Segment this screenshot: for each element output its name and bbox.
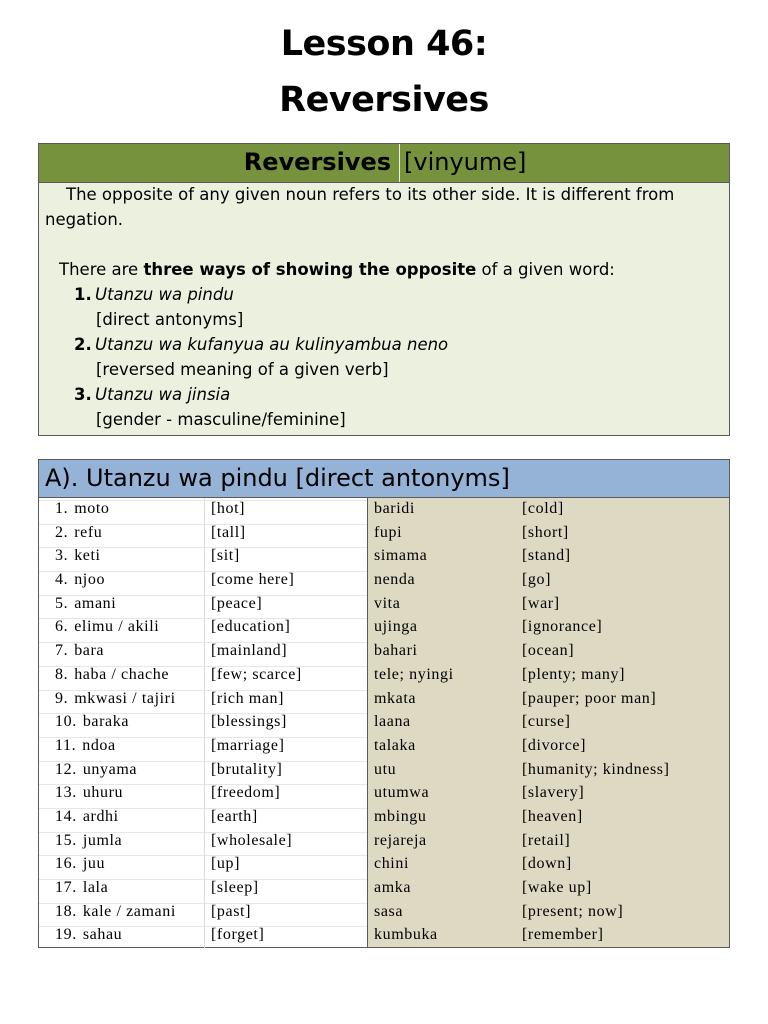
english-meaning: [past] <box>211 902 252 920</box>
header-divider <box>399 144 400 182</box>
row-number: 7. <box>55 642 69 660</box>
opposite-word: laana <box>374 713 411 731</box>
row-divider <box>39 737 367 738</box>
row-divider <box>39 595 367 596</box>
english-meaning: [sleep] <box>211 879 259 896</box>
opposite-meaning: [wake up] <box>522 879 592 896</box>
cell-divider <box>204 522 205 546</box>
english-meaning: [hot] <box>211 500 246 517</box>
opposite-word: chini <box>374 855 409 873</box>
row-number: 17. <box>55 879 77 896</box>
word-text: njoo <box>74 571 106 589</box>
word-text: elimu / akili <box>74 618 160 636</box>
word-text: haba / chache <box>74 665 170 683</box>
opposite-meaning: [stand] <box>522 547 571 565</box>
english-meaning: [peace] <box>211 594 263 612</box>
intro-header-regular: [vinyume] <box>404 148 527 176</box>
opposite-word: fupi <box>374 523 403 541</box>
english-meaning: [freedom] <box>211 784 281 802</box>
cell-divider <box>204 806 205 830</box>
cell-divider <box>204 569 205 593</box>
opposite-word: kumbuka <box>374 926 438 944</box>
swahili-word <box>55 690 176 708</box>
row-divider <box>39 784 367 785</box>
word-text: kale / zamani <box>82 902 176 920</box>
table-row <box>39 593 729 617</box>
row-number: 6. <box>55 618 69 636</box>
row-number: 2. <box>55 523 69 541</box>
opposite-word: mkata <box>374 689 417 707</box>
cell-divider <box>204 924 205 948</box>
word-text: uhuru <box>82 784 124 802</box>
opposite-word: simama <box>374 547 428 565</box>
antonyms-table-header: A). Utanzu wa pindu [direct antonyms] <box>39 460 729 498</box>
cell-divider <box>204 853 205 877</box>
swahili-word <box>55 784 123 802</box>
opposite-meaning: [present; now] <box>522 902 624 920</box>
word-text: amani <box>74 594 117 612</box>
word-text: juu <box>82 855 106 873</box>
english-meaning: [tall] <box>211 523 246 541</box>
cell-divider <box>204 616 205 640</box>
cell-divider <box>204 593 205 617</box>
intro-paragraph-line-2: negation. <box>45 210 124 229</box>
intro-box-header <box>39 144 729 183</box>
opposite-word: mbingu <box>374 807 427 825</box>
row-divider <box>39 761 367 762</box>
cell-divider <box>204 545 205 569</box>
way-gloss: [gender - masculine/feminine] <box>96 410 346 429</box>
opposite-word: tele; nyingi <box>374 665 454 683</box>
table-row <box>39 806 729 830</box>
opposite-meaning: [cold] <box>522 500 564 517</box>
opposite-word: nenda <box>374 571 416 589</box>
opposite-meaning: [pauper; poor man] <box>522 689 657 707</box>
english-meaning: [forget] <box>211 926 265 944</box>
row-number: 8. <box>55 665 69 683</box>
table-row <box>39 901 729 925</box>
swahili-word <box>55 524 102 542</box>
word-text: refu <box>74 523 103 541</box>
opposite-word: baridi <box>374 500 415 517</box>
row-number: 18. <box>55 902 77 920</box>
opposite-meaning: [remember] <box>522 926 604 944</box>
cell-divider <box>204 688 205 712</box>
row-divider <box>39 666 367 667</box>
table-row <box>39 711 729 735</box>
table-row <box>39 545 729 569</box>
table-row <box>39 664 729 688</box>
opposite-word: bahari <box>374 642 418 660</box>
row-number: 11. <box>55 736 77 754</box>
opposite-word: talaka <box>374 736 416 754</box>
row-divider <box>39 690 367 691</box>
opposite-word: amka <box>374 879 412 896</box>
english-meaning: [brutality] <box>211 760 283 778</box>
opposite-meaning: [ocean] <box>522 642 575 660</box>
row-number: 16. <box>55 855 77 873</box>
opposite-word: sasa <box>374 902 404 920</box>
row-divider <box>39 713 367 714</box>
table-row <box>39 569 729 593</box>
english-meaning: [rich man] <box>211 689 285 707</box>
opposite-word: utumwa <box>374 784 430 802</box>
swahili-word <box>55 666 169 684</box>
opposite-meaning: [war] <box>522 594 560 612</box>
row-number: 1. <box>55 500 69 517</box>
row-divider <box>39 855 367 856</box>
cell-divider <box>204 759 205 783</box>
swahili-word <box>55 832 122 850</box>
table-row <box>39 498 729 522</box>
opposite-meaning: [short] <box>522 523 569 541</box>
row-divider <box>39 500 367 501</box>
cell-divider <box>204 498 205 522</box>
opposite-meaning: [retail] <box>522 831 571 849</box>
cell-divider <box>204 877 205 901</box>
table-row <box>39 616 729 640</box>
row-number: 4. <box>55 571 69 589</box>
way-term: Utanzu wa jinsia <box>95 385 231 404</box>
row-number: 10. <box>55 713 77 731</box>
swahili-word <box>55 547 101 565</box>
row-divider <box>39 926 367 927</box>
opposite-meaning: [heaven] <box>522 807 583 825</box>
swahili-word <box>55 879 108 897</box>
ways-sentence <box>59 260 615 279</box>
row-divider <box>39 903 367 904</box>
english-meaning: [few; scarce] <box>211 665 302 683</box>
english-meaning: [mainland] <box>211 642 288 660</box>
table-row <box>39 640 729 664</box>
row-number: 13. <box>55 784 77 802</box>
row-number: 19. <box>55 926 77 944</box>
way-term: Utanzu wa pindu <box>95 285 234 304</box>
cell-divider <box>204 782 205 806</box>
word-text: baraka <box>82 713 130 731</box>
table-row <box>39 830 729 854</box>
english-meaning: [come here] <box>211 571 295 589</box>
row-divider <box>39 879 367 880</box>
cell-divider <box>204 830 205 854</box>
swahili-word <box>55 571 105 589</box>
row-divider <box>39 618 367 619</box>
row-number: 14. <box>55 807 77 825</box>
opposite-meaning: [divorce] <box>522 736 587 754</box>
swahili-word <box>55 618 159 636</box>
swahili-word <box>55 761 137 779</box>
opposite-word: utu <box>374 760 397 778</box>
swahili-word <box>55 855 105 873</box>
english-meaning: [wholesale] <box>211 831 293 849</box>
english-meaning: [sit] <box>211 547 240 565</box>
opposite-meaning: [ignorance] <box>522 618 603 636</box>
table-row <box>39 877 729 901</box>
table-row <box>39 924 729 948</box>
opposite-word: vita <box>374 594 401 612</box>
ways-bold: three ways of showing the opposite <box>143 260 477 279</box>
word-text: ardhi <box>82 807 119 825</box>
english-meaning: [up] <box>211 855 241 873</box>
title-line-2: Reversives <box>279 80 489 120</box>
intro-paragraph-line-1: The opposite of any given noun refers to its other side. It is different from <box>66 185 675 204</box>
row-divider <box>39 571 367 572</box>
opposite-meaning: [go] <box>522 571 552 589</box>
opposite-word: ujinga <box>374 618 418 636</box>
word-text: keti <box>74 547 101 565</box>
page-title <box>0 16 768 128</box>
opposite-meaning: [humanity; kindness] <box>522 760 670 778</box>
table-row <box>39 853 729 877</box>
opposite-meaning: [curse] <box>522 713 571 731</box>
swahili-word <box>55 642 104 660</box>
word-text: jumla <box>82 831 123 849</box>
swahili-word <box>55 926 122 944</box>
swahili-word <box>55 713 129 731</box>
intro-header-bold: Reversives <box>243 148 391 176</box>
word-text: lala <box>82 879 109 896</box>
table-row <box>39 759 729 783</box>
row-number: 9. <box>55 689 69 707</box>
row-number: 15. <box>55 831 77 849</box>
cell-divider <box>204 664 205 688</box>
way-number: 3. <box>74 385 92 404</box>
antonyms-table-box <box>38 459 730 948</box>
row-number: 5. <box>55 594 69 612</box>
row-number: 12. <box>55 760 77 778</box>
row-divider <box>39 547 367 548</box>
table-row <box>39 782 729 806</box>
cell-divider <box>204 901 205 925</box>
swahili-word <box>55 903 176 921</box>
english-meaning: [education] <box>211 618 291 636</box>
swahili-word <box>55 595 116 613</box>
cell-divider <box>204 711 205 735</box>
opposite-word: rejareja <box>374 831 427 849</box>
reversives-intro-box <box>38 143 730 436</box>
opposite-meaning: [slavery] <box>522 784 585 802</box>
ways-prefix: There are <box>59 260 144 279</box>
cell-divider <box>204 640 205 664</box>
row-divider <box>39 642 367 643</box>
swahili-word <box>55 500 110 518</box>
row-number: 3. <box>55 547 69 565</box>
table-row <box>39 688 729 712</box>
ways-suffix: of a given word: <box>476 260 615 279</box>
way-number: 1. <box>74 285 92 304</box>
table-row <box>39 735 729 759</box>
row-divider <box>39 808 367 809</box>
opposite-meaning: [plenty; many] <box>522 665 626 683</box>
row-divider <box>39 832 367 833</box>
english-meaning: [marriage] <box>211 736 285 754</box>
title-line-1: Lesson 46: <box>280 24 488 64</box>
way-gloss: [direct antonyms] <box>96 310 244 329</box>
cell-divider <box>204 735 205 759</box>
word-text: bara <box>74 642 105 660</box>
table-row <box>39 522 729 546</box>
opposite-meaning: [down] <box>522 855 572 873</box>
antonyms-rows <box>39 498 729 948</box>
row-divider <box>39 524 367 525</box>
word-text: moto <box>74 500 110 517</box>
way-gloss: [reversed meaning of a given verb] <box>96 360 389 379</box>
swahili-word <box>55 737 116 755</box>
word-text: unyama <box>82 760 138 778</box>
word-text: mkwasi / tajiri <box>74 689 176 707</box>
english-meaning: [earth] <box>211 807 258 825</box>
word-text: sahau <box>82 926 123 944</box>
word-text: ndoa <box>82 736 116 754</box>
way-term: Utanzu wa kufanyua au kulinyambua neno <box>95 335 449 354</box>
swahili-word <box>55 808 119 826</box>
english-meaning: [blessings] <box>211 713 287 731</box>
way-number: 2. <box>74 335 92 354</box>
